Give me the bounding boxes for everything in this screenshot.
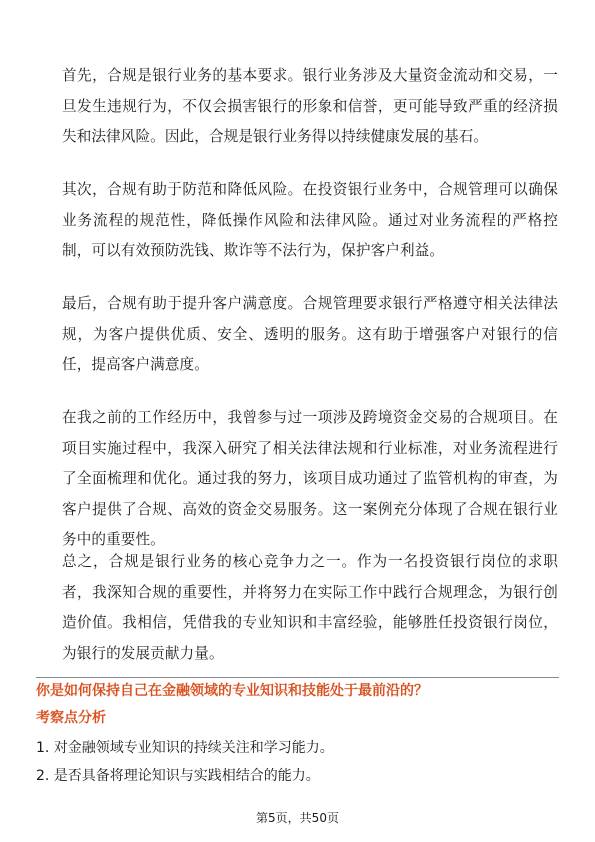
analysis-heading: 考察点分析 xyxy=(36,710,106,726)
analysis-list xyxy=(36,734,559,790)
page-number: 第5页，共50页 xyxy=(256,811,339,825)
analysis-item-2: 2. 是否具备将理论知识与实践相结合的能力。 xyxy=(36,768,320,784)
answer-paragraph-1: 首先，合规是银行业务的基本要求。银行业务涉及大量资金流动和交易，一旦发生违规行为，不仅会损害银行的形象和信誉，更可能导致严重的经济损失和法律风险。因此，合规是银行业务得以持续健康发展的基石。 xyxy=(62,67,558,145)
interview-question: 你是如何保持自己在金融领域的专业知识和技能处于最前沿的？ xyxy=(36,683,428,699)
answer-paragraph-2: 其次，合规有助于防范和降低风险。在投资银行业务中，合规管理可以确保业务流程的规范性，降低操作风险和法律风险。通过对业务流程的严格控制，可以有效预防洗钱、欺诈等不法行为，保护客户利益。 xyxy=(62,181,558,259)
answer-paragraph-3: 最后，合规有助于提升客户满意度。合规管理要求银行严格遵守相关法律法规，为客户提供优质、安全、透明的服务。这有助于增强客户对银行的信任，提高客户满意度。 xyxy=(62,295,558,373)
answer-paragraph-4: 在我之前的工作经历中，我曾参与过一项涉及跨境资金交易的合规项目。在项目实施过程中，我深入研究了相关法律法规和行业标准，对业务流程进行了全面梳理和优化。通过我的努力，该项目成功通过了监管机构的审查，为客户提供了合规、高效的资金交易服务。这一案例充分体现了合规在银行业务中的重要性。 xyxy=(62,409,558,548)
analysis-item-1: 1. 对金融领域专业知识的持续关注和学习能力。 xyxy=(36,740,334,756)
answer-paragraph-5: 总之，合规是银行业务的核心竞争力之一。作为一名投资银行岗位的求职者，我深知合规的重要性，并将努力在实际工作中践行合规理念，为银行创造价值。我相信，凭借我的专业知识和丰富经验，能够胜任投资银行岗位，为银行的发展贡献力量。 xyxy=(62,553,558,662)
section-divider xyxy=(36,677,559,678)
